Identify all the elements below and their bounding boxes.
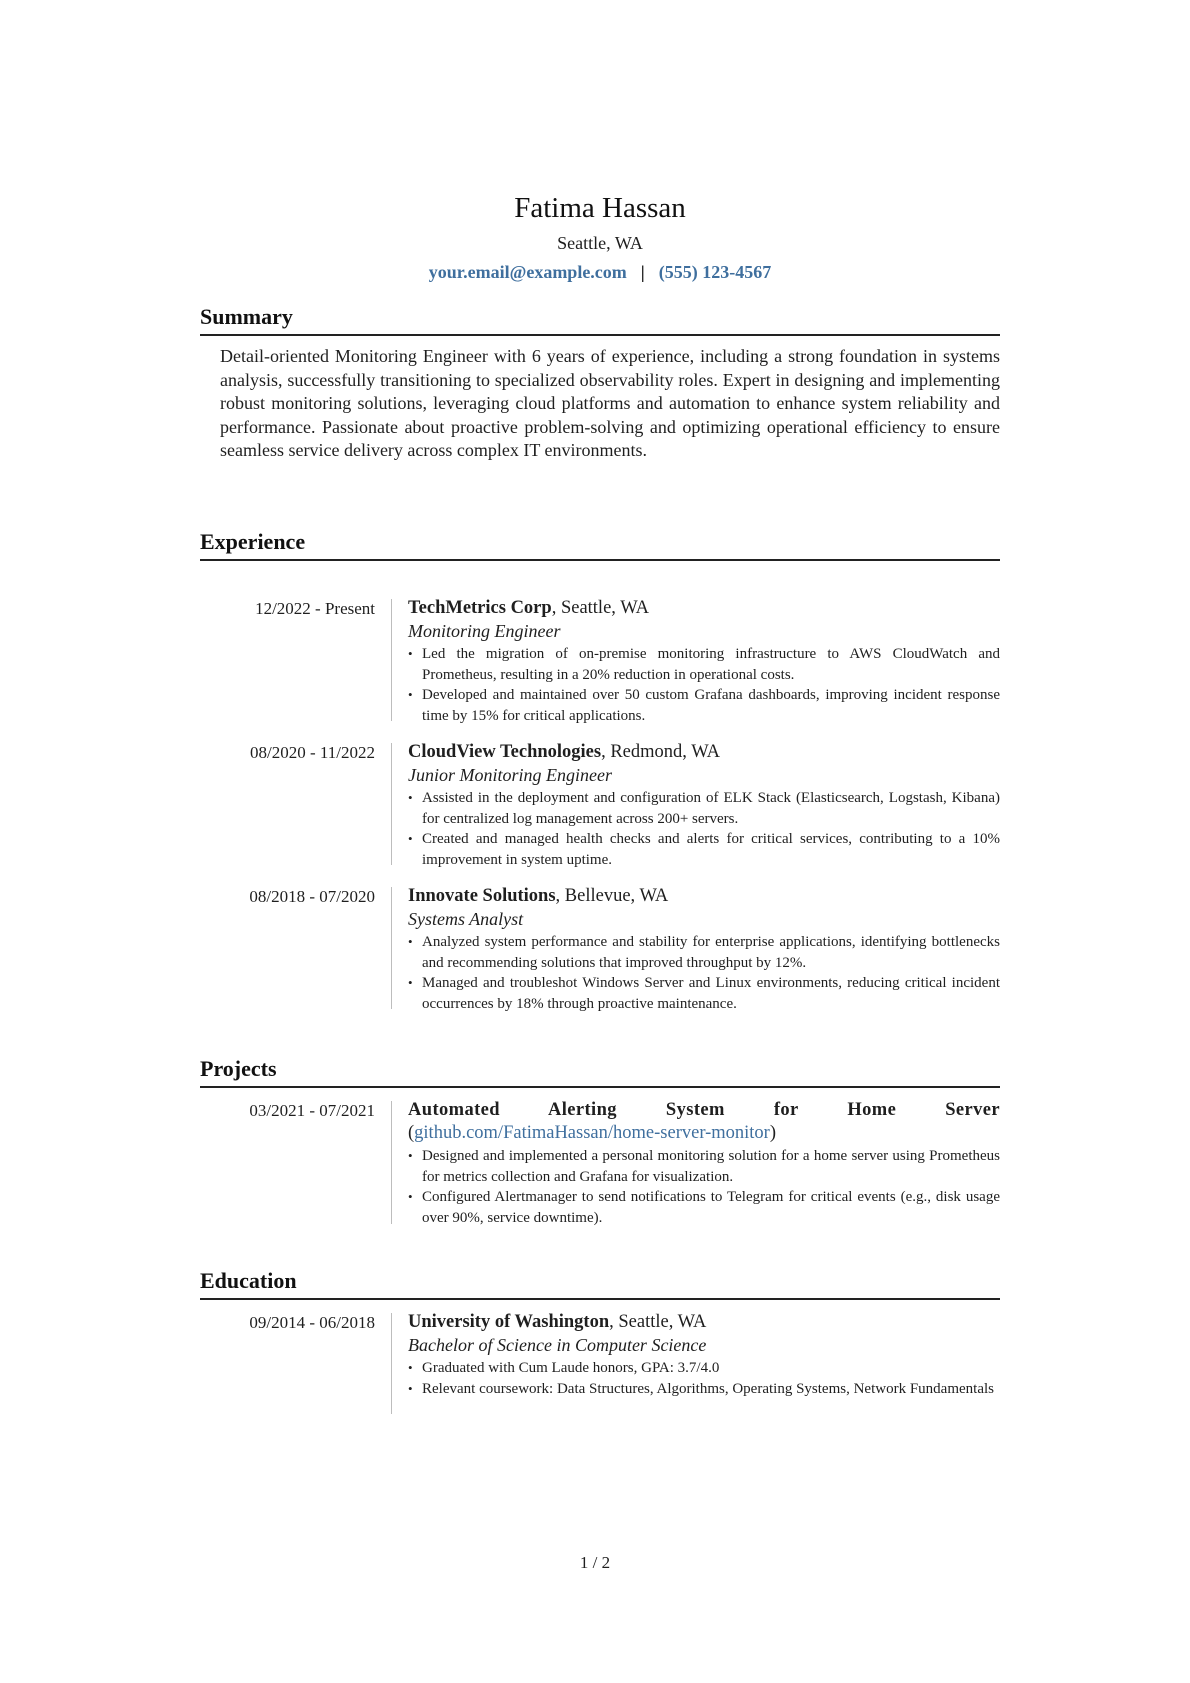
- project-title-line: [408, 1099, 1000, 1145]
- list-item: • Led the migration of on-premise monitoring infrastructure to AWS CloudWatch and Prometheus, resulting in a 20% reduction in operational costs.: [408, 644, 1000, 685]
- section-divider: [200, 334, 1000, 336]
- company-name: CloudView Technologies: [408, 742, 602, 762]
- list-item: • Created and managed health checks and alerts for critical services, contributing to a 10% improvement in system uptime.: [408, 829, 1000, 870]
- timeline-line: [391, 599, 392, 721]
- section-divider: [200, 1298, 1000, 1300]
- school-name: University of Washington: [408, 1312, 610, 1332]
- project-repo-link[interactable]: github.com/FatimaHassan/home-server-monitor: [414, 1123, 770, 1143]
- entry-date: 08/2020 - 11/2022: [250, 743, 375, 762]
- bullet-list: [408, 788, 1000, 870]
- bullet-list: [408, 1358, 1000, 1399]
- education-section: [200, 1267, 1000, 1300]
- company-name: TechMetrics Corp: [408, 598, 552, 618]
- bullet-list: [408, 1146, 1000, 1228]
- section-divider: [200, 559, 1000, 561]
- list-item: • Configured Alertmanager to send notifications to Telegram for critical events (e.g., disk usage over 90%, service downtime).: [408, 1187, 1000, 1228]
- job-title: Junior Monitoring Engineer: [408, 765, 612, 785]
- list-item: • Graduated with Cum Laude honors, GPA: 3.7/4.0: [408, 1358, 1000, 1379]
- bullet-list: [408, 932, 1000, 1014]
- education-title: Education: [200, 1268, 297, 1293]
- timeline-line: [391, 743, 392, 865]
- summary-section: [200, 303, 1000, 463]
- entry-date: 09/2014 - 06/2018: [249, 1313, 375, 1332]
- section-divider: [200, 1086, 1000, 1088]
- list-item: • Analyzed system performance and stability for enterprise applications, identifying bottlenecks and recommending solutions that improved throughput by 12%.: [408, 932, 1000, 973]
- entry-organization: [408, 741, 1000, 764]
- page-number: 1 / 2: [579, 1553, 611, 1572]
- projects-section: [200, 1055, 1000, 1088]
- timeline-line: [391, 1313, 392, 1414]
- company-location: , Seattle, WA: [551, 598, 649, 618]
- phone-link[interactable]: (555) 123-4567: [658, 262, 772, 282]
- timeline-line: [391, 887, 392, 1009]
- projects-title: Projects: [200, 1056, 277, 1081]
- contact-line: [200, 261, 1000, 283]
- experience-title: Experience: [200, 529, 306, 554]
- list-item: • Assisted in the deployment and configuration of ELK Stack (Elasticsearch, Logstash, Kibana) for centralized log management across 200+ servers.: [408, 788, 1000, 829]
- entry-organization: [408, 1311, 1000, 1334]
- entry-organization: [408, 597, 1000, 620]
- job-title: Systems Analyst: [408, 909, 524, 929]
- project-name: Automated Alerting System for Home Server: [408, 1100, 1000, 1120]
- contact-separator: |: [640, 262, 645, 282]
- timeline-line: [391, 1101, 392, 1224]
- company-location: , Redmond, WA: [601, 742, 720, 762]
- entry-date: 08/2018 - 07/2020: [249, 887, 375, 906]
- candidate-name: Fatima Hassan: [514, 192, 686, 224]
- summary-text: Detail-oriented Monitoring Engineer with 6 years of experience, including a strong foundation in systems analysis, successfully transitioning to specialized observability roles. Expert in designing and implementing robust monitoring solutions, leveraging cloud platforms and automation to enhance system reliability and performance. Passionate about proactive problem-solving and optimizing operational efficiency to ensure seamless service delivery across complex IT environments.: [220, 346, 1000, 460]
- entry-date: 03/2021 - 07/2021: [249, 1101, 375, 1120]
- company-name: Innovate Solutions: [408, 886, 556, 906]
- candidate-location: Seattle, WA: [557, 233, 643, 253]
- entry-date: 12/2022 - Present: [255, 599, 375, 618]
- experience-section: [200, 528, 1000, 561]
- company-location: , Bellevue, WA: [555, 886, 669, 906]
- list-item: • Relevant coursework: Data Structures, Algorithms, Operating Systems, Network Fundamentals: [408, 1379, 1000, 1400]
- link-open-paren: (: [408, 1123, 415, 1143]
- list-item: • Managed and troubleshot Windows Server and Linux environments, reducing critical incident occurrences by 18% through proactive maintenance.: [408, 973, 1000, 1014]
- resume-header: [200, 190, 1000, 283]
- list-item: • Designed and implemented a personal monitoring solution for a home server using Prometheus for metrics collection and Grafana for visualization.: [408, 1146, 1000, 1187]
- bullet-list: [408, 644, 1000, 726]
- degree-title: Bachelor of Science in Computer Science: [408, 1335, 707, 1355]
- school-location: , Seattle, WA: [609, 1312, 707, 1332]
- job-title: Monitoring Engineer: [408, 621, 561, 641]
- list-item: • Developed and maintained over 50 custom Grafana dashboards, improving incident response time by 15% for critical applications.: [408, 685, 1000, 726]
- email-link[interactable]: your.email@example.com: [428, 262, 627, 282]
- entry-organization: [408, 885, 1000, 908]
- link-close-paren: ): [769, 1123, 777, 1143]
- summary-title: Summary: [200, 304, 293, 329]
